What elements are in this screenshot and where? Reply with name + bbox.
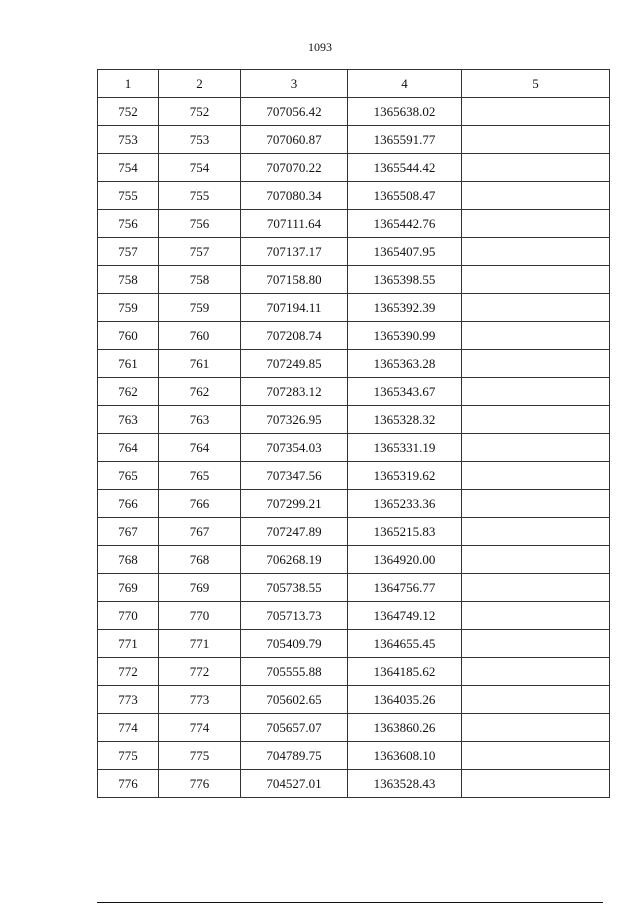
note-cell bbox=[462, 602, 610, 630]
note-cell bbox=[462, 518, 610, 546]
table-row bbox=[98, 490, 610, 518]
note-cell bbox=[462, 406, 610, 434]
coordinate-x-cell: 707283.12 bbox=[241, 378, 348, 406]
point-id-cell: 773 bbox=[159, 686, 241, 714]
point-number-cell: 767 bbox=[98, 518, 159, 546]
coordinate-y-cell: 1365442.76 bbox=[348, 210, 462, 238]
note-cell bbox=[462, 322, 610, 350]
note-cell bbox=[462, 350, 610, 378]
coordinate-x-cell: 707056.42 bbox=[241, 98, 348, 126]
table-row bbox=[98, 406, 610, 434]
point-number-cell: 752 bbox=[98, 98, 159, 126]
column-header-1: 1 bbox=[98, 70, 159, 98]
point-number-cell: 773 bbox=[98, 686, 159, 714]
coordinate-y-cell: 1364035.26 bbox=[348, 686, 462, 714]
coordinate-x-cell: 705409.79 bbox=[241, 630, 348, 658]
coordinate-y-cell: 1365328.32 bbox=[348, 406, 462, 434]
note-cell bbox=[462, 658, 610, 686]
table-row bbox=[98, 770, 610, 798]
point-number-cell: 771 bbox=[98, 630, 159, 658]
table-body bbox=[98, 98, 610, 798]
point-number-cell: 776 bbox=[98, 770, 159, 798]
point-id-cell: 763 bbox=[159, 406, 241, 434]
coordinate-y-cell: 1363528.43 bbox=[348, 770, 462, 798]
coordinate-y-cell: 1365392.39 bbox=[348, 294, 462, 322]
coordinate-y-cell: 1365407.95 bbox=[348, 238, 462, 266]
coordinate-y-cell: 1365343.67 bbox=[348, 378, 462, 406]
coordinate-y-cell: 1365544.42 bbox=[348, 154, 462, 182]
point-id-cell: 771 bbox=[159, 630, 241, 658]
point-id-cell: 760 bbox=[159, 322, 241, 350]
point-id-cell: 754 bbox=[159, 154, 241, 182]
note-cell bbox=[462, 490, 610, 518]
point-id-cell: 774 bbox=[159, 714, 241, 742]
point-number-cell: 769 bbox=[98, 574, 159, 602]
table-row bbox=[98, 98, 610, 126]
point-number-cell: 759 bbox=[98, 294, 159, 322]
point-id-cell: 756 bbox=[159, 210, 241, 238]
point-id-cell: 759 bbox=[159, 294, 241, 322]
table-row bbox=[98, 462, 610, 490]
note-cell bbox=[462, 238, 610, 266]
data-table bbox=[97, 69, 610, 798]
table-row bbox=[98, 210, 610, 238]
coordinate-x-cell: 707060.87 bbox=[241, 126, 348, 154]
header-row bbox=[98, 70, 610, 98]
table-row bbox=[98, 518, 610, 546]
note-cell bbox=[462, 434, 610, 462]
coordinate-x-cell: 707194.11 bbox=[241, 294, 348, 322]
footer-rule bbox=[97, 902, 603, 903]
coordinate-y-cell: 1365591.77 bbox=[348, 126, 462, 154]
point-number-cell: 765 bbox=[98, 462, 159, 490]
note-cell bbox=[462, 686, 610, 714]
point-number-cell: 762 bbox=[98, 378, 159, 406]
table-row bbox=[98, 714, 610, 742]
coordinate-x-cell: 705713.73 bbox=[241, 602, 348, 630]
table-row bbox=[98, 294, 610, 322]
point-id-cell: 767 bbox=[159, 518, 241, 546]
coordinate-x-cell: 705602.65 bbox=[241, 686, 348, 714]
table-row bbox=[98, 266, 610, 294]
point-id-cell: 758 bbox=[159, 266, 241, 294]
column-header-4: 4 bbox=[348, 70, 462, 98]
coordinate-x-cell: 707347.56 bbox=[241, 462, 348, 490]
note-cell bbox=[462, 182, 610, 210]
table-row bbox=[98, 378, 610, 406]
coordinate-y-cell: 1365319.62 bbox=[348, 462, 462, 490]
column-header-5: 5 bbox=[462, 70, 610, 98]
point-id-cell: 755 bbox=[159, 182, 241, 210]
page-number: 1093 bbox=[308, 40, 332, 54]
note-cell bbox=[462, 630, 610, 658]
point-number-cell: 761 bbox=[98, 350, 159, 378]
point-id-cell: 764 bbox=[159, 434, 241, 462]
coordinate-x-cell: 707299.21 bbox=[241, 490, 348, 518]
coordinate-x-cell: 707249.85 bbox=[241, 350, 348, 378]
coordinate-y-cell: 1365390.99 bbox=[348, 322, 462, 350]
table-row bbox=[98, 686, 610, 714]
table-row bbox=[98, 602, 610, 630]
coordinate-y-cell: 1365363.28 bbox=[348, 350, 462, 378]
coordinate-y-cell: 1364756.77 bbox=[348, 574, 462, 602]
coordinate-x-cell: 707354.03 bbox=[241, 434, 348, 462]
point-number-cell: 768 bbox=[98, 546, 159, 574]
coordinate-y-cell: 1365215.83 bbox=[348, 518, 462, 546]
table-row bbox=[98, 350, 610, 378]
coordinate-x-cell: 705555.88 bbox=[241, 658, 348, 686]
point-id-cell: 761 bbox=[159, 350, 241, 378]
note-cell bbox=[462, 98, 610, 126]
note-cell bbox=[462, 154, 610, 182]
table-row bbox=[98, 742, 610, 770]
column-header-3: 3 bbox=[241, 70, 348, 98]
table-header bbox=[98, 70, 610, 98]
note-cell bbox=[462, 294, 610, 322]
point-id-cell: 775 bbox=[159, 742, 241, 770]
point-number-cell: 764 bbox=[98, 434, 159, 462]
point-id-cell: 769 bbox=[159, 574, 241, 602]
coordinate-x-cell: 707208.74 bbox=[241, 322, 348, 350]
coordinate-x-cell: 707158.80 bbox=[241, 266, 348, 294]
table-row bbox=[98, 154, 610, 182]
coordinate-y-cell: 1364655.45 bbox=[348, 630, 462, 658]
point-number-cell: 753 bbox=[98, 126, 159, 154]
point-number-cell: 756 bbox=[98, 210, 159, 238]
coordinate-x-cell: 707247.89 bbox=[241, 518, 348, 546]
coordinate-y-cell: 1364920.00 bbox=[348, 546, 462, 574]
point-id-cell: 766 bbox=[159, 490, 241, 518]
table-row bbox=[98, 182, 610, 210]
coordinate-y-cell: 1363608.10 bbox=[348, 742, 462, 770]
note-cell bbox=[462, 742, 610, 770]
coordinate-y-cell: 1363860.26 bbox=[348, 714, 462, 742]
point-id-cell: 765 bbox=[159, 462, 241, 490]
table-row bbox=[98, 322, 610, 350]
table-row bbox=[98, 434, 610, 462]
coordinate-y-cell: 1365508.47 bbox=[348, 182, 462, 210]
note-cell bbox=[462, 210, 610, 238]
note-cell bbox=[462, 126, 610, 154]
coordinate-x-cell: 707137.17 bbox=[241, 238, 348, 266]
table-row bbox=[98, 546, 610, 574]
note-cell bbox=[462, 574, 610, 602]
column-header-2: 2 bbox=[159, 70, 241, 98]
coordinate-y-cell: 1365398.55 bbox=[348, 266, 462, 294]
point-number-cell: 758 bbox=[98, 266, 159, 294]
table-row bbox=[98, 126, 610, 154]
coordinate-x-cell: 706268.19 bbox=[241, 546, 348, 574]
point-number-cell: 772 bbox=[98, 658, 159, 686]
coordinate-x-cell: 707111.64 bbox=[241, 210, 348, 238]
table-row bbox=[98, 238, 610, 266]
coordinate-x-cell: 707070.22 bbox=[241, 154, 348, 182]
point-id-cell: 752 bbox=[159, 98, 241, 126]
note-cell bbox=[462, 714, 610, 742]
coordinate-x-cell: 704789.75 bbox=[241, 742, 348, 770]
note-cell bbox=[462, 266, 610, 294]
table-row bbox=[98, 658, 610, 686]
coordinate-y-cell: 1364749.12 bbox=[348, 602, 462, 630]
point-number-cell: 757 bbox=[98, 238, 159, 266]
point-number-cell: 755 bbox=[98, 182, 159, 210]
point-number-cell: 775 bbox=[98, 742, 159, 770]
coordinate-x-cell: 704527.01 bbox=[241, 770, 348, 798]
point-id-cell: 757 bbox=[159, 238, 241, 266]
point-id-cell: 772 bbox=[159, 658, 241, 686]
point-number-cell: 760 bbox=[98, 322, 159, 350]
point-id-cell: 770 bbox=[159, 602, 241, 630]
point-number-cell: 754 bbox=[98, 154, 159, 182]
note-cell bbox=[462, 770, 610, 798]
point-id-cell: 762 bbox=[159, 378, 241, 406]
table-row bbox=[98, 630, 610, 658]
coordinate-y-cell: 1364185.62 bbox=[348, 658, 462, 686]
coordinate-x-cell: 707080.34 bbox=[241, 182, 348, 210]
point-id-cell: 768 bbox=[159, 546, 241, 574]
coordinate-x-cell: 707326.95 bbox=[241, 406, 348, 434]
coordinate-y-cell: 1365331.19 bbox=[348, 434, 462, 462]
point-id-cell: 753 bbox=[159, 126, 241, 154]
note-cell bbox=[462, 462, 610, 490]
note-cell bbox=[462, 546, 610, 574]
table-row bbox=[98, 574, 610, 602]
point-number-cell: 774 bbox=[98, 714, 159, 742]
point-number-cell: 763 bbox=[98, 406, 159, 434]
point-number-cell: 766 bbox=[98, 490, 159, 518]
note-cell bbox=[462, 378, 610, 406]
coordinate-y-cell: 1365638.02 bbox=[348, 98, 462, 126]
point-number-cell: 770 bbox=[98, 602, 159, 630]
coordinate-x-cell: 705738.55 bbox=[241, 574, 348, 602]
coordinate-y-cell: 1365233.36 bbox=[348, 490, 462, 518]
point-id-cell: 776 bbox=[159, 770, 241, 798]
coordinate-x-cell: 705657.07 bbox=[241, 714, 348, 742]
